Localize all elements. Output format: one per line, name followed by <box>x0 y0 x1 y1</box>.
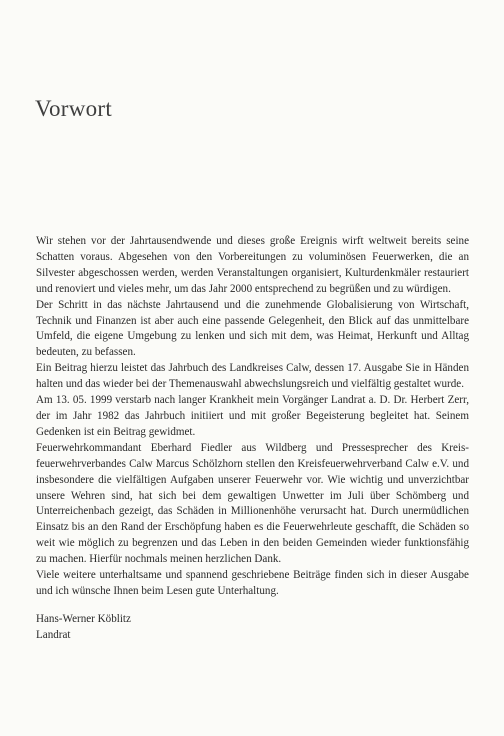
paragraph: Ein Beitrag hierzu leistet das Jahrbuch des Landkreises Calw, dessen 17. Ausgabe Sie in Händen halten und das wieder bei der Themenauswahl abwechslungsreich und vielfältig gestaltet wurde. <box>36 362 469 391</box>
paragraph: Feuerwehrkommandant Eberhard Fiedler aus Wildberg und Pressesprecher des Kreisfeuerwehrverbandes Calw Marcus Schölzhorn stellen den Kreisfeuerwehrverband Calw e.V. und insbesondere die vielfältigen Aufgaben unserer Feuerwehr vor. Wie wichtig und unverzichtbar unsere Wehren sind, hat sich bei dem gewaltigen Unwetter im Juli über Schömberg und Unterreichenbach gezeigt, das Schäden in Millionenhöhe verursacht hat. Durch unermüdlichen Einsatz bis an den Rand der Erschöpfung haben es die Feuerwehrleute geschafft, die Schäden so weit wie möglich zu begrenzen und das Leben in den beiden Gemeinden wieder funktionsfähig zu machen. Hierfür nochmals meinen herzlichen Dank. <box>36 441 469 566</box>
body-text <box>36 234 469 600</box>
paragraph: Wir stehen vor der Jahrtausendwende und dieses große Ereignis wirft weltweit bereits seine Schatten voraus. Abgesehen von den Vorbereitungen zu voluminösen Feuerwerken, die an Silvester abgeschossen werden, werden Veranstaltungen organisiert, Kulturdenkmäler restauriert und renoviert und vieles mehr, um das Jahr 2000 entsprechend zu begrüßen und zu würdigen. <box>36 235 469 295</box>
page-title: Vorwort <box>35 96 113 121</box>
paragraph: Der Schritt in das nächste Jahrtausend und die zunehmende Globalisierung von Wirtschaft, Technik und Finanzen ist aber auch eine passende Gelegenheit, den Blick auf das unmittelbare Umfeld, die eigene Umgebung zu lenken und sich mit dem, was Heimat, Herkunft und Alltag bedeuten, zu befassen. <box>36 298 469 359</box>
signature-block <box>36 612 131 644</box>
paragraph: Viele weitere unterhaltsame und spannend geschriebene Beiträge finden sich in dieser Ausgabe und ich wünsche Ihnen beim Lesen gute Unterhaltung. <box>36 569 469 597</box>
signature-role: Landrat <box>36 628 71 641</box>
paragraph: Am 13. 05. 1999 verstarb nach langer Krankheit mein Vorgänger Landrat a. D. Dr. Herbert Zerr, der im Jahr 1982 das Jahrbuch initiiert und mit großer Begeisterung begleitet hat. Seinem Gedenken ist ein Beitrag gewidmet. <box>36 394 469 438</box>
signature-name: Hans-Werner Köblitz <box>36 613 131 625</box>
